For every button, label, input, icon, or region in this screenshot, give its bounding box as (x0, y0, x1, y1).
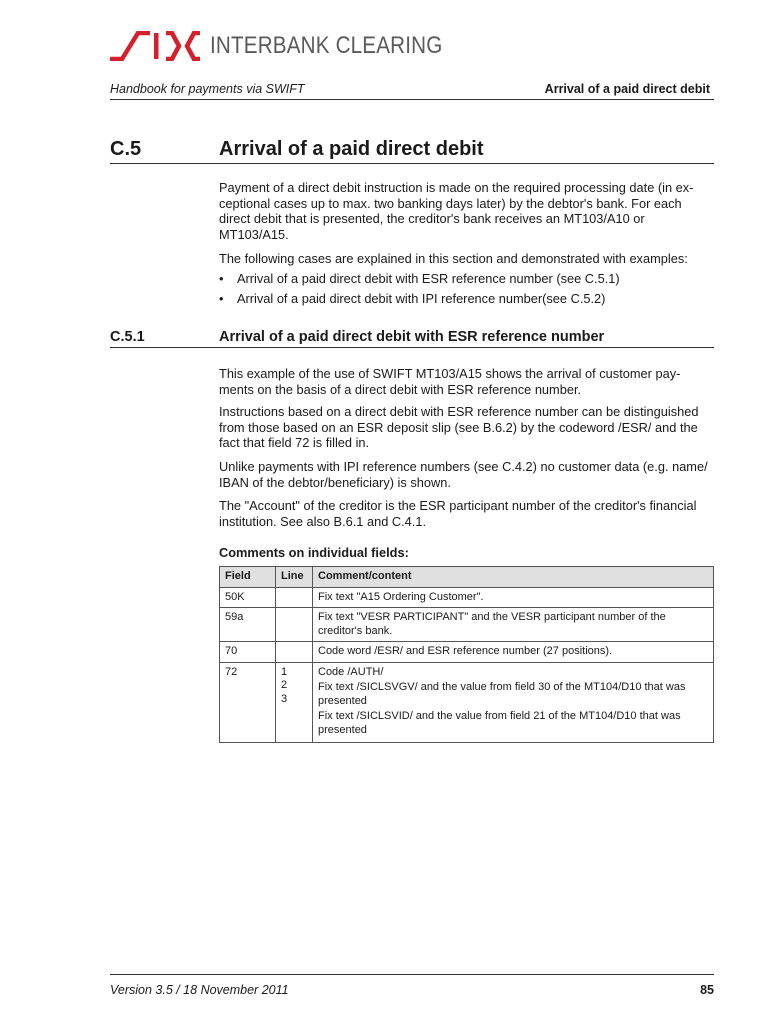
page-number: 85 (700, 983, 714, 997)
text-line: MT103/A15. (219, 226, 289, 242)
footer-rule (110, 974, 714, 975)
line-number: 3 (281, 692, 288, 705)
subsection-title: Arrival of a paid direct debit with ESR reference number (219, 329, 605, 345)
column-header-comment: Comment/content (313, 567, 714, 588)
text-line: Payment of a direct debit instruction is made on the required processing date (in ex- (219, 180, 694, 195)
comments-heading: Comments on individual fields: (219, 545, 409, 560)
bullet-icon: • (219, 271, 224, 286)
header-rule (110, 99, 714, 100)
comment-line: Fix text /SICLSVID/ and the value from field 21 of the MT104/D10 that was presented (318, 710, 681, 736)
subsection-paragraph-3 (219, 459, 711, 490)
comment-cell (313, 662, 714, 743)
text-line: ments on the basis of a direct debit with ESR reference number. (219, 381, 582, 397)
section-title: Arrival of a paid direct debit (219, 138, 484, 160)
text-line: The "Account" of the creditor is the ESR participant number of the creditor's financial (219, 498, 697, 513)
section-paragraph-1 (219, 180, 711, 242)
comment-line: Code /AUTH/ (318, 665, 384, 678)
table-header-row (220, 567, 714, 588)
field-cell: 72 (220, 662, 276, 743)
line-cell (276, 608, 313, 642)
table-row (220, 642, 714, 663)
line-number: 1 (281, 665, 288, 678)
column-header-field: Field (220, 567, 276, 588)
line-cell (276, 642, 313, 663)
section-paragraph-2: The following cases are explained in this section and demonstrated with examples: (219, 251, 688, 266)
bullet-text: Arrival of a paid direct debit with IPI reference number(see C.5.2) (237, 291, 606, 306)
subsection-paragraph-1 (219, 366, 711, 397)
line-number: 2 (281, 679, 288, 691)
text-line: fact that field 72 is filled in. (219, 435, 370, 450)
column-header-line: Line (276, 567, 313, 588)
text-line: Instructions based on a direct debit with ESR reference number can be distinguished (219, 404, 699, 419)
section-rule (110, 163, 714, 164)
subsection-number: C.5.1 (110, 329, 145, 345)
footer-version: Version 3.5 / 18 November 2011 (110, 983, 289, 997)
header-chapter-title: Arrival of a paid direct debit (544, 82, 710, 96)
field-cell: 70 (220, 642, 276, 663)
text-line: ceptional cases up to max. two banking days later) by the debtor's bank. For each (219, 195, 682, 211)
table-row (220, 608, 714, 642)
subsection-paragraph-4 (219, 498, 711, 529)
comment-cell: Code word /ESR/ and ESR reference number (27 positions). (313, 642, 714, 663)
comment-line: Fix text /SICLSVGV/ and the value from field 30 of the MT104/D10 that was presented (318, 681, 686, 707)
fields-table (219, 566, 714, 743)
line-cell (276, 662, 313, 743)
section-number: C.5 (110, 138, 142, 160)
table-row (220, 587, 714, 608)
bullet-icon: • (219, 291, 224, 306)
comment-cell: Fix text "VESR PARTICIPANT" and the VESR participant number of the creditor's bank. (313, 608, 714, 642)
brand-name: INTERBANK CLEARING (210, 32, 443, 59)
text-line: institution. See also B.6.1 and C.4.1. (219, 513, 427, 529)
six-logo-mark-icon (108, 31, 204, 61)
text-line: Unlike payments with IPI reference numbers (see C.4.2) no customer data (e.g. name/ (219, 459, 708, 474)
subsection-rule (110, 347, 714, 348)
table-row (220, 662, 714, 743)
header-book-title: Handbook for payments via SWIFT (110, 82, 305, 96)
field-cell: 59a (220, 608, 276, 642)
comment-cell: Fix text "A15 Ordering Customer". (313, 587, 714, 608)
six-logo (108, 30, 480, 62)
line-cell (276, 587, 313, 608)
text-line: IBAN of the debtor/beneficiary) is shown. (219, 474, 451, 490)
text-line: This example of the use of SWIFT MT103/A15 shows the arrival of customer pay- (219, 366, 681, 381)
bullet-text: Arrival of a paid direct debit with ESR reference number (see C.5.1) (237, 271, 620, 286)
text-line: from those based on an ESR deposit slip (see B.6.2) by the codeword /ESR/ and the (219, 419, 698, 435)
text-line: direct debit that is presented, the creditor's bank receives an MT103/A10 or (219, 211, 645, 226)
subsection-paragraph-2 (219, 404, 711, 451)
field-cell: 50K (220, 587, 276, 608)
